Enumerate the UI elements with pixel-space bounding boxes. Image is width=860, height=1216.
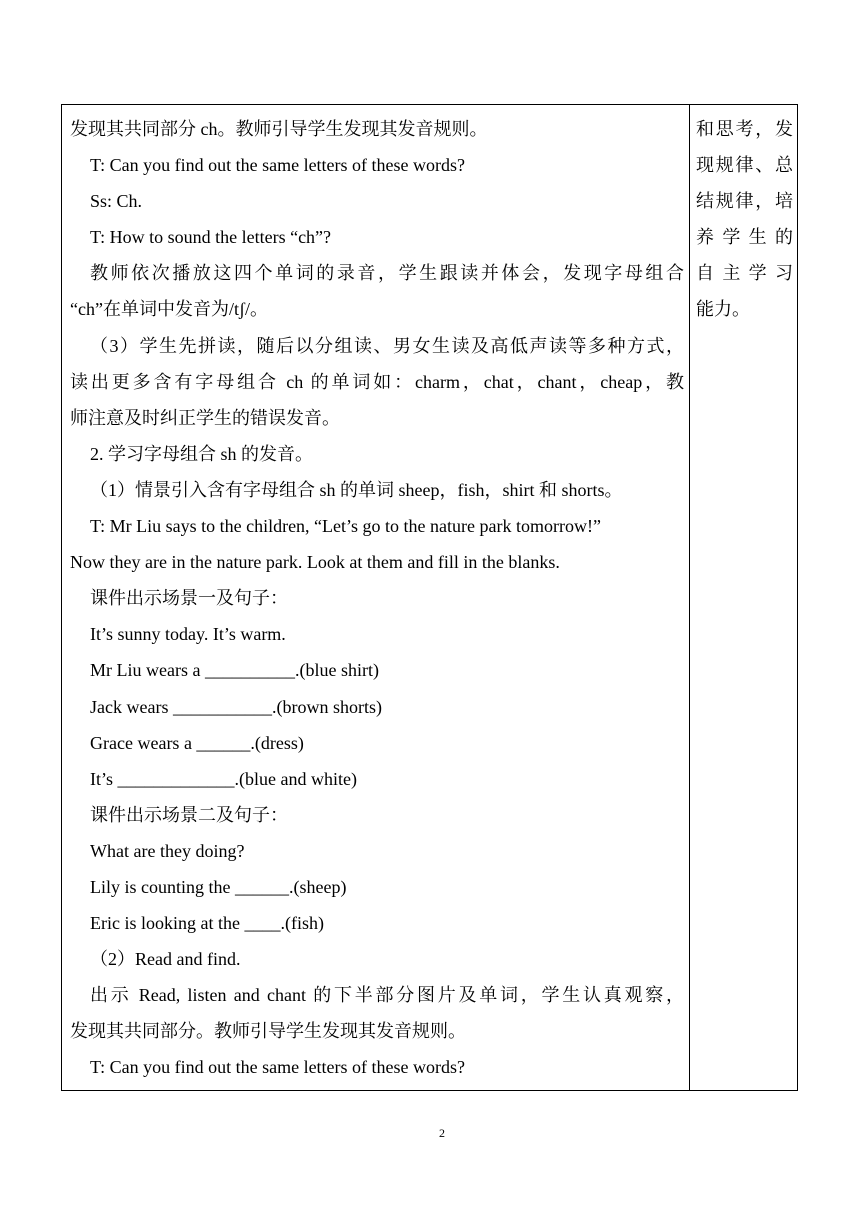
text-line: Ss: Ch. bbox=[90, 191, 143, 212]
text-line: “ch”在单词中发音为/tʃ/。 bbox=[70, 299, 268, 320]
lesson-table bbox=[61, 104, 798, 1091]
text-line: 发现其共同部分 ch。教师引导学生发现其发音规则。 bbox=[70, 119, 488, 139]
text-line: T: Mr Liu says to the children, “Let’s go to the nature park tomorrow!” bbox=[90, 516, 601, 537]
text-line: Eric is looking at the ____.(fish) bbox=[90, 913, 324, 934]
text-line: Grace wears a ______.(dress) bbox=[90, 732, 304, 753]
side-text-line: 结规律，培 bbox=[696, 191, 793, 212]
text-line: Jack wears ___________.(brown shorts) bbox=[90, 696, 382, 717]
side-text-line: 养学生的 bbox=[696, 227, 793, 248]
text-line: 读出更多含有字母组合 ch 的单词如：charm，chat，chant，cheap，教 bbox=[70, 371, 684, 392]
side-text-line: 和思考，发 bbox=[696, 119, 793, 139]
text-line: It’s _____________.(blue and white) bbox=[90, 768, 357, 789]
text-line: 教师依次播放这四个单词的录音，学生跟读并体会，发现字母组合 bbox=[90, 263, 684, 284]
text-line: T: How to sound the letters “ch”? bbox=[90, 227, 332, 248]
text-line: （2）Read and find. bbox=[90, 949, 241, 970]
text-line: What are they doing? bbox=[90, 840, 245, 861]
side-text-line: 自主学习 bbox=[696, 263, 793, 284]
text-line: Now they are in the nature park. Look at them and fill in the blanks. bbox=[70, 552, 560, 573]
text-line: 课件出示场景二及句子： bbox=[90, 804, 288, 825]
text-line: 发现其共同部分。教师引导学生发现其发音规则。 bbox=[70, 1021, 466, 1042]
text-line: 师注意及时纠正学生的错误发音。 bbox=[70, 407, 340, 428]
text-line: 出示 Read, listen and chant 的下半部分图片及单词，学生认真观察， bbox=[90, 985, 684, 1006]
text-line: It’s sunny today. It’s warm. bbox=[90, 624, 286, 645]
text-line: Lily is counting the ______.(sheep) bbox=[90, 876, 347, 897]
text-line: Mr Liu wears a __________.(blue shirt) bbox=[90, 660, 379, 681]
text-line: （1）情景引入含有字母组合 sh 的单词 sheep，fish，shirt 和 shorts。 bbox=[90, 479, 623, 500]
text-line: 课件出示场景一及句子： bbox=[90, 588, 288, 609]
text-line: T: Can you find out the same letters of these words? bbox=[90, 1057, 466, 1078]
side-text-line: 现规律、总 bbox=[696, 155, 793, 176]
text-line: T: Can you find out the same letters of these words? bbox=[90, 155, 466, 176]
design-intent-cell bbox=[696, 111, 793, 328]
lesson-procedure-cell bbox=[70, 111, 684, 1086]
column-divider bbox=[689, 105, 690, 1090]
text-line: （3）学生先拼读，随后以分组读、男女生读及高低声读等多种方式， bbox=[90, 335, 684, 356]
section-heading: 2. 学习字母组合 sh 的发音。 bbox=[90, 443, 314, 464]
side-text-line: 能力。 bbox=[696, 299, 750, 320]
page-number: 2 bbox=[439, 1126, 445, 1140]
